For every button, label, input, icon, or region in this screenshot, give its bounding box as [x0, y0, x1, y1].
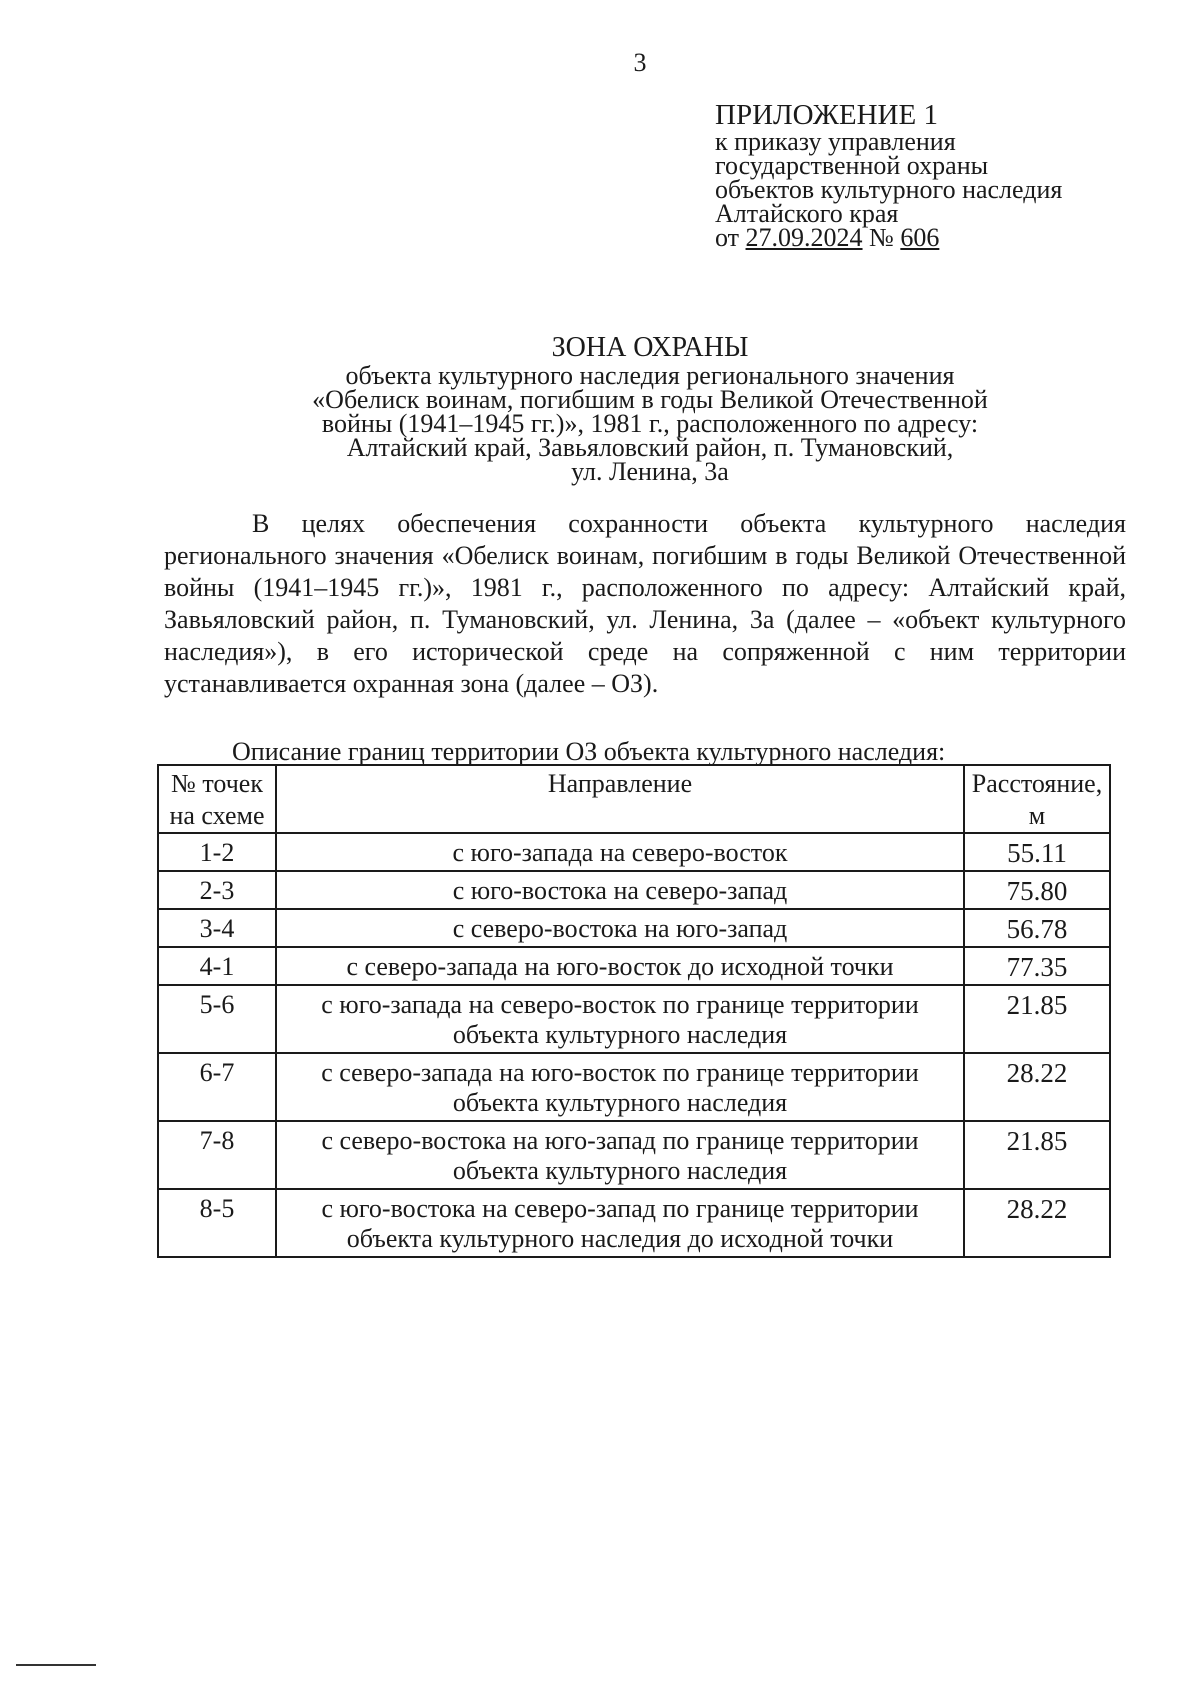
header-points-line: № точек [171, 769, 263, 798]
title-line: Алтайский край, Завьяловский район, п. Тумановский, [346, 433, 954, 462]
cell-distance: 21.85 [964, 1121, 1110, 1189]
table-row [158, 833, 1110, 871]
table-row [158, 1053, 1110, 1121]
appendix-line: к приказу управления [715, 127, 956, 156]
table-row [158, 909, 1110, 947]
appendix-block [715, 100, 1062, 250]
direction-line: с северо-запада на юго-восток по границе территории [321, 1058, 919, 1087]
cell-points: 5-6 [158, 985, 276, 1053]
boundary-table [157, 764, 1111, 1258]
cell-points: 4-1 [158, 947, 276, 985]
table-row [158, 947, 1110, 985]
direction-line: с юго-востока на северо-запад по границе территории [321, 1194, 919, 1223]
cell-direction [276, 1053, 964, 1121]
cell-distance: 55.11 [964, 833, 1110, 871]
cell-points: 8-5 [158, 1189, 276, 1257]
cell-points: 2-3 [158, 871, 276, 909]
table-row [158, 1121, 1110, 1189]
body-paragraph: В целях обеспечения сохранности объекта культурного наследия регионального значения «Обелиск воинам, погибшим в годы Великой Отечественной войны (1941–1945 гг.)», 1981 г., расположенного по адресу: Алтайский край, Завьяловский район, п. Тумановский, ул. Ленина, 3а (далее – «объект культурного наследия»), в его исторической среде на сопряженной с ним территории устанавливается охранная зона (далее – ОЗ). [164, 509, 1126, 698]
direction-line: объекта культурного наследия [452, 1156, 788, 1185]
table-caption: Описание границ территории ОЗ объекта культурного наследия: [232, 737, 946, 766]
header-points-line: на схеме [169, 801, 265, 830]
table-row [158, 1189, 1110, 1257]
title-line: «Обелиск воинам, погибшим в годы Великой Отечественной [312, 385, 988, 414]
appendix-date-line [715, 223, 1062, 252]
appendix-line: государственной охраны [715, 151, 989, 180]
date-prefix: от [715, 223, 740, 252]
cell-direction [276, 985, 964, 1053]
header-points [158, 765, 276, 833]
cell-points: 3-4 [158, 909, 276, 947]
cell-points: 1-2 [158, 833, 276, 871]
appendix-line: Алтайского края [715, 199, 899, 228]
title-line: войны (1941–1945 гг.)», 1981 г., расположенного по адресу: [321, 409, 979, 438]
cell-distance: 28.22 [964, 1189, 1110, 1257]
cell-distance: 56.78 [964, 909, 1110, 947]
cell-distance: 21.85 [964, 985, 1110, 1053]
cell-direction: с северо-запада на юго-восток до исходной точки [276, 947, 964, 985]
cell-points: 6-7 [158, 1053, 276, 1121]
order-number: 606 [900, 223, 940, 252]
number-prefix: № [869, 223, 894, 252]
cell-direction [276, 1189, 964, 1257]
direction-line: с северо-востока на юго-запад по границе территории [321, 1126, 919, 1155]
cell-distance: 77.35 [964, 947, 1110, 985]
cell-direction: с юго-востока на северо-запад [276, 871, 964, 909]
direction-line: объекта культурного наследия до исходной точки [346, 1224, 894, 1253]
footer-mark [16, 1664, 96, 1666]
cell-direction: с северо-востока на юго-запад [276, 909, 964, 947]
appendix-title: ПРИЛОЖЕНИЕ 1 [715, 99, 938, 131]
table-header-row [158, 765, 1110, 833]
page-number: 3 [633, 48, 647, 77]
header-distance-line: м [1028, 801, 1046, 830]
appendix-line: объектов культурного наследия [715, 175, 1063, 204]
table-row [158, 985, 1110, 1053]
table-row [158, 871, 1110, 909]
header-direction: Направление [276, 765, 964, 833]
header-distance [964, 765, 1110, 833]
title-line: объекта культурного наследия регионального значения [345, 361, 955, 390]
cell-points: 7-8 [158, 1121, 276, 1189]
direction-line: с юго-запада на северо-восток по границе территории [321, 990, 919, 1019]
document-title [200, 332, 1100, 484]
cell-distance: 28.22 [964, 1053, 1110, 1121]
title-head: ЗОНА ОХРАНЫ [551, 332, 749, 363]
direction-line: объекта культурного наследия [452, 1088, 788, 1117]
cell-direction: с юго-запада на северо-восток [276, 833, 964, 871]
header-distance-line: Расстояние, [971, 769, 1103, 798]
title-line: ул. Ленина, 3а [571, 457, 729, 486]
cell-distance: 75.80 [964, 871, 1110, 909]
direction-line: объекта культурного наследия [452, 1020, 788, 1049]
cell-direction [276, 1121, 964, 1189]
order-date: 27.09.2024 [745, 223, 863, 252]
